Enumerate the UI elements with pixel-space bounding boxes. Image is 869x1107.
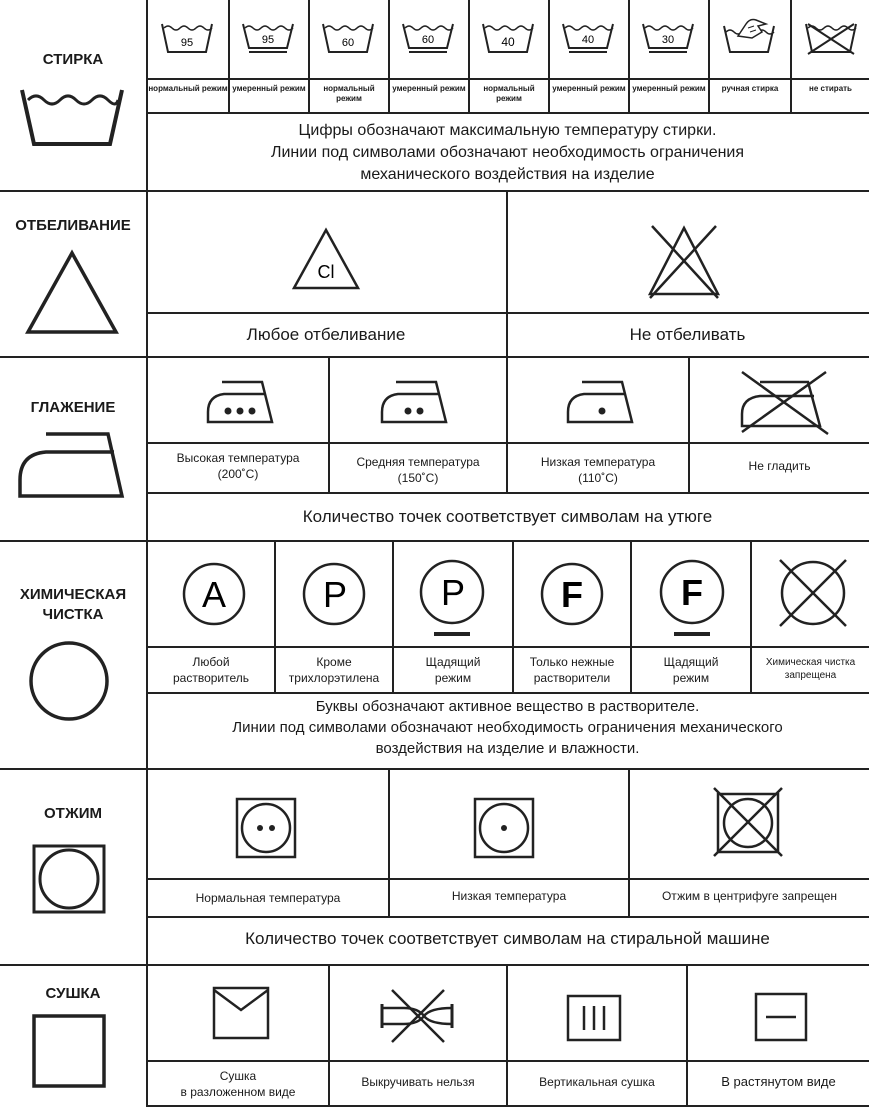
wash-label: нормальный режим [148, 84, 228, 93]
dry-flat-icon [212, 986, 270, 1040]
bleach-triangle-icon [25, 250, 119, 334]
wash-label: умеренный режим [632, 84, 706, 93]
svg-text:Cl: Cl [317, 262, 335, 282]
spin-low-icon [474, 798, 534, 858]
spin-note: Количество точек соответствует символам на стиральной машине [245, 929, 770, 948]
svg-text:F: F [681, 572, 703, 613]
wash-label: умеренный режим [232, 84, 306, 93]
chlorine-bleach-icon [292, 228, 360, 290]
line-dry-icon [754, 992, 808, 1042]
no-wring-label: Выкручивать нельзя [361, 1075, 475, 1089]
iron-title: ГЛАЖЕНИЕ [30, 399, 116, 416]
iron-high-label: Высокая температура (200˚С) [176, 451, 300, 481]
no-spin-label: Отжим в центрифуге запрещен [661, 889, 838, 903]
dry-clean-title: ХИМИЧЕСКАЯ ЧИСТКА [19, 586, 127, 623]
spin-normal-label: Нормальная температура [195, 891, 341, 905]
svg-text:40: 40 [501, 35, 515, 49]
svg-text:P: P [322, 574, 348, 615]
dry-clean-note: Буквы обозначают активное вещество в растворителе. Линии под символами обозначают необходимость ограничения механического воздействия на изделие и влажности. [232, 698, 783, 757]
dry-clean-f-icon [540, 562, 604, 626]
spin-title: ОТЖИМ [43, 805, 103, 822]
wash-30-icon [641, 22, 695, 54]
iron-high-icon [206, 380, 274, 424]
no-wring-icon [374, 988, 460, 1044]
dry-clean-p-icon [302, 562, 366, 626]
hand-wash-icon [722, 16, 776, 54]
wash-label: ручная стирка [721, 84, 779, 93]
dry-clean-soft-label: Только нежные растворители [529, 655, 615, 685]
wash-95-gentle-icon [241, 22, 295, 54]
dry-clean-a-icon [182, 562, 246, 626]
bleach-title: ОТБЕЛИВАНИЕ [15, 217, 131, 234]
no-iron-label: Не гладить [748, 459, 811, 473]
drip-dry-label: Вертикальная сушка [539, 1075, 655, 1089]
no-bleach-icon [648, 222, 720, 298]
no-wash-icon [804, 22, 858, 54]
svg-text:30: 30 [661, 34, 675, 46]
svg-text:95: 95 [261, 34, 275, 46]
dry-clean-f-gentle-icon [658, 558, 726, 640]
spin-low-label: Низкая температура [451, 889, 567, 903]
iron-low-icon [566, 380, 634, 424]
svg-text:A: A [201, 574, 227, 615]
wash-label: умеренный режим [392, 84, 466, 93]
wash-temp: 95 [180, 37, 194, 49]
dry-clean-except-label: Кроме трихлорэтилена [288, 655, 380, 685]
iron-icon [18, 430, 126, 498]
wash-title: СТИРКА [42, 51, 104, 68]
svg-text:60: 60 [341, 37, 355, 49]
wash-95-icon [160, 22, 214, 54]
no-dry-clean-icon [776, 556, 850, 630]
no-spin-icon [712, 786, 784, 858]
iron-note: Количество точек соответствует символам на утюге [302, 507, 713, 526]
tumble-icon [32, 844, 106, 914]
dry-clean-any-label: Любой растворитель [172, 655, 250, 685]
wash-note: Цифры обозначают максимальную температуру стирки. Линии под символами обозначают необходимость ограничения механического воздействия на изделие [270, 122, 745, 183]
dry-clean-gentle-p-label: Щадящий режим [425, 655, 481, 685]
dry-title: СУШКА [45, 985, 101, 1002]
bleach-any-label: Любое отбеливание [246, 325, 406, 344]
wash-40-gentle-icon [561, 22, 615, 54]
svg-text:60: 60 [421, 34, 435, 46]
dry-clean-circle-icon [28, 640, 110, 722]
dry-square-icon [32, 1014, 106, 1088]
iron-low-label: Низкая температура (110˚С) [540, 455, 656, 485]
dry-clean-p-gentle-icon [418, 558, 486, 640]
wash-40-icon [481, 22, 535, 54]
dry-clean-gentle-f-label: Щадящий режим [663, 655, 719, 685]
no-dry-clean-label: Химическая чистка запрещена [765, 657, 856, 681]
dry-flat-label: Сушка в разложенном виде [180, 1069, 296, 1099]
line-dry-label: В растянутом виде [721, 1074, 836, 1089]
svg-text:P: P [440, 572, 466, 613]
no-iron-icon [738, 370, 830, 434]
wash-label: умеренный режим [552, 84, 626, 93]
wash-60-icon [321, 22, 375, 54]
no-bleach-label: Не отбеливать [629, 325, 746, 344]
wash-label: нормальный режим [323, 84, 375, 103]
iron-medium-label: Средняя температура (150˚С) [356, 455, 480, 485]
wash-label: не стирать [809, 84, 852, 93]
iron-medium-icon [380, 380, 448, 424]
wash-basin-icon [20, 86, 124, 148]
spin-normal-icon [236, 798, 296, 858]
svg-text:40: 40 [581, 34, 595, 46]
wash-60-gentle-icon [401, 22, 455, 54]
svg-text:F: F [561, 574, 583, 615]
drip-dry-icon [566, 994, 622, 1042]
wash-label: нормальный режим [483, 84, 535, 103]
